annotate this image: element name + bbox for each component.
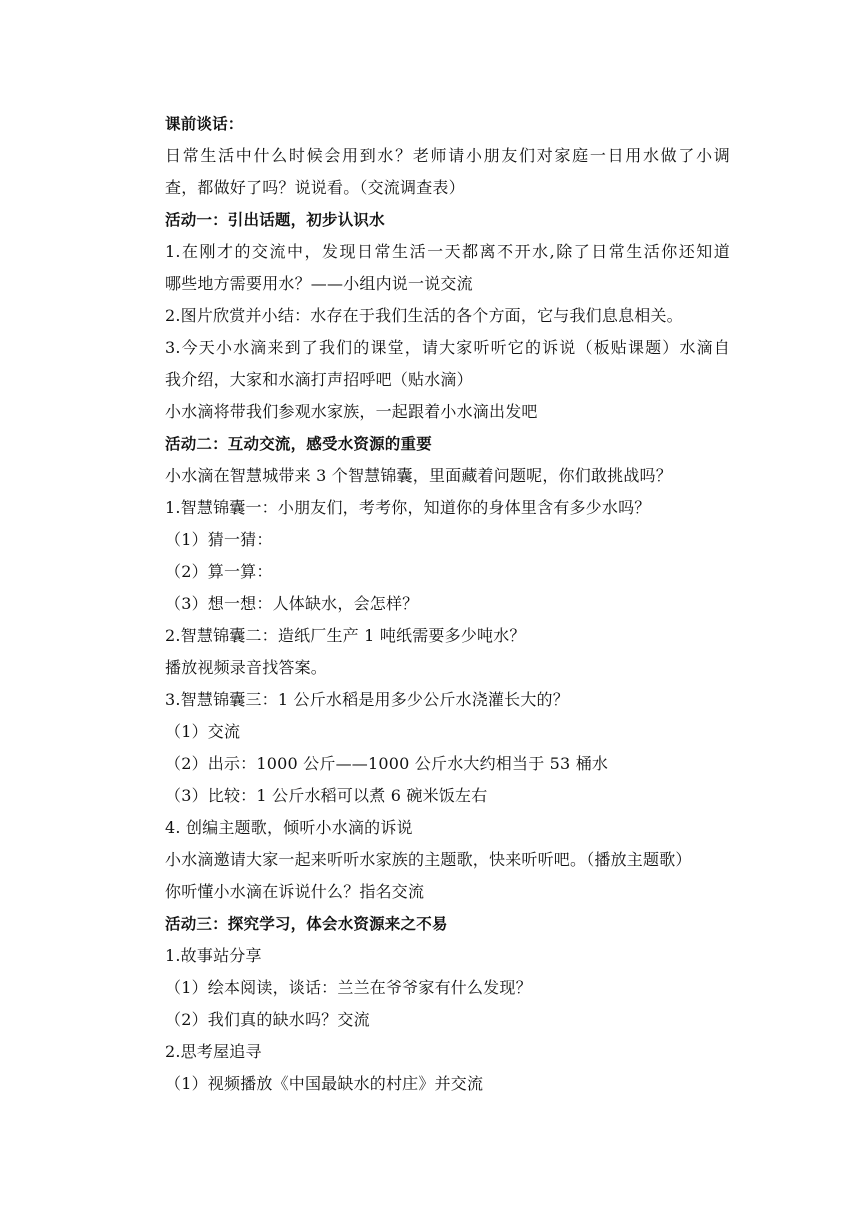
paragraph-line: 2.思考屋追寻 — [165, 1042, 262, 1061]
paragraph-line: 4. 创编主题歌，倾听小水滴的诉说 — [165, 818, 413, 837]
list-item: （3）想一想：人体缺水，会怎样？ — [165, 594, 419, 613]
paragraph-line: 1.在刚才的交流中，发现日常生活一天都离不开水,除了日常生活你还知道 — [165, 242, 730, 261]
heading-activity-two: 活动二：互动交流，感受水资源的重要 — [165, 435, 432, 453]
heading-pre-class-talk: 课前谈话： — [165, 115, 244, 133]
list-item: （2）我们真的缺水吗？交流 — [165, 1010, 370, 1029]
list-item: （3）比较：1 公斤水稻可以煮 6 碗米饭左右 — [165, 786, 488, 805]
list-item: （2）出示：1000 公斤——1000 公斤水大约相当于 53 桶水 — [165, 754, 609, 773]
paragraph-line: 我介绍，大家和水滴打声招呼吧（贴水滴） — [165, 370, 473, 389]
list-item: （1）绘本阅读，谈话：兰兰在爷爷家有什么发现？ — [165, 978, 532, 997]
paragraph-line: 小水滴将带我们参观水家族，一起跟着小水滴出发吧 — [165, 402, 538, 421]
paragraph-line: 播放视频录音找答案。 — [165, 658, 328, 677]
heading-activity-one: 活动一：引出话题，初步认识水 — [165, 211, 385, 229]
paragraph-line: 日常生活中什么时候会用到水？老师请小朋友们对家庭一日用水做了小调 — [165, 146, 730, 165]
paragraph-line: 小水滴邀请大家一起来听听水家族的主题歌，快来听听吧。（播放主题歌） — [165, 850, 692, 869]
paragraph-line: 1.故事站分享 — [165, 946, 262, 965]
heading-activity-three: 活动三：探究学习，体会水资源来之不易 — [165, 915, 448, 933]
list-item: （1）视频播放《中国最缺水的村庄》并交流 — [165, 1074, 484, 1093]
paragraph-line: 2.图片欣赏并小结：水存在于我们生活的各个方面，它与我们息息相关。 — [165, 306, 683, 325]
paragraph-line: 小水滴在智慧城带来 3 个智慧锦囊，里面藏着问题呢，你们敢挑战吗？ — [165, 466, 672, 485]
list-item: （1）猜一猜： — [165, 530, 273, 549]
document-body — [165, 108, 730, 1100]
paragraph-line: 哪些地方需要用水？——小组内说一说交流 — [165, 274, 473, 293]
paragraph-line: 查，都做好了吗？说说看。（交流调查表） — [165, 178, 465, 197]
list-item: （1）交流 — [165, 722, 241, 741]
list-item: （2）算一算： — [165, 562, 273, 581]
paragraph-line: 你听懂小水滴在诉说什么？指名交流 — [165, 882, 425, 901]
paragraph-line: 2.智慧锦囊二：造纸厂生产 1 吨纸需要多少吨水？ — [165, 626, 526, 645]
paragraph-line: 1.智慧锦囊一：小朋友们，考考你，知道你的身体里含有多少水吗？ — [165, 498, 651, 517]
paragraph-line: 3.今天小水滴来到了我们的课堂，请大家听听它的诉说（板贴课题）水滴自 — [165, 338, 730, 357]
paragraph-line: 3.智慧锦囊三：1 公斤水稻是用多少公斤水浇灌长大的？ — [165, 690, 569, 709]
